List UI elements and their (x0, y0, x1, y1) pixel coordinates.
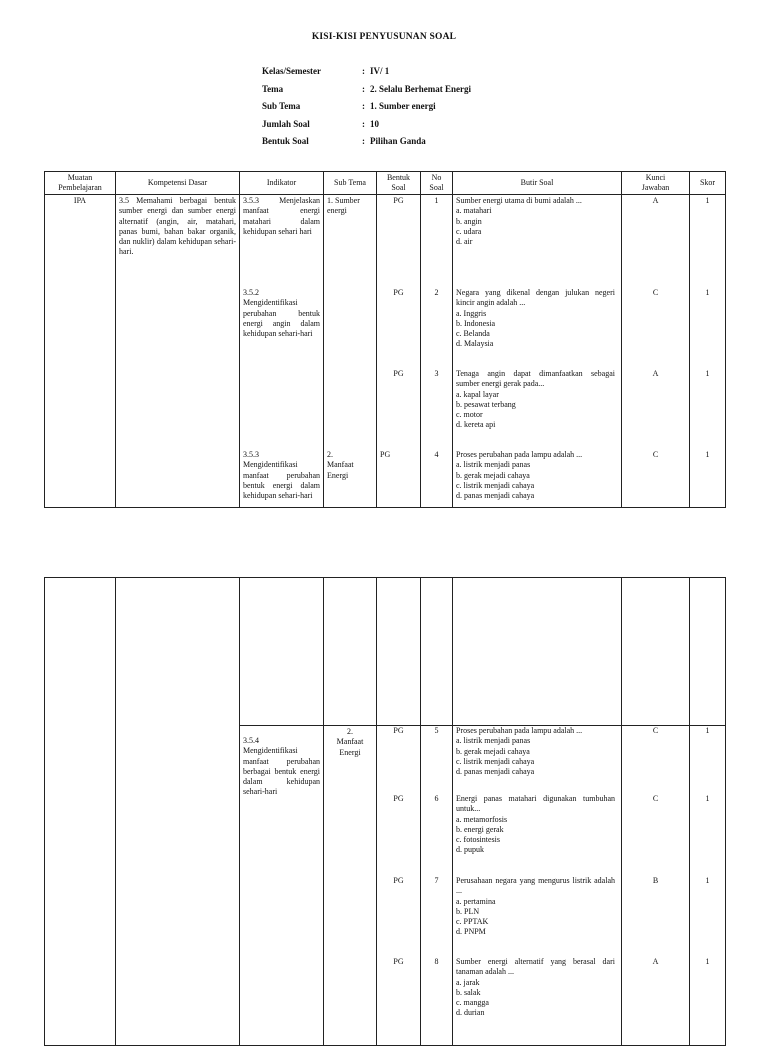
bentuk-soal-value: PG (393, 876, 404, 885)
kunci-jawaban-value: A (652, 957, 659, 966)
header-kunci-jawaban: Kunci Jawaban (622, 172, 690, 195)
header-muatan: Muatan Pembelajaran (45, 172, 116, 195)
butir-soal-item (456, 957, 615, 1019)
meta-label: Tema (262, 83, 284, 94)
meta-colon: : (362, 83, 365, 94)
no-soal-value: 8 (434, 957, 439, 966)
skor-value: 1 (705, 876, 710, 885)
header-bentuk-soal: Bentuk Soal (377, 172, 421, 195)
answer-options: a. jarak b. salak c. mangga d. durian (456, 977, 489, 1018)
no-soal-value: 7 (434, 876, 439, 885)
kompetensi-dasar-cell (116, 578, 240, 1046)
skor-cell (690, 578, 726, 726)
muatan-cell (45, 578, 116, 1046)
no-soal-value: 1 (434, 196, 439, 205)
butir-soal-cell (453, 578, 622, 726)
kunci-jawaban-value: C (652, 288, 659, 297)
question-text: Proses perubahan pada lampu adalah ... (456, 726, 583, 735)
answer-options: a. listrik menjadi panas b. gerak mejadi cahaya c. listrik menjadi cahaya d. panas menjadi cahaya (456, 736, 535, 777)
skor-cell (690, 726, 726, 1046)
butir-soal-item (456, 876, 615, 938)
answer-options: a. pertamina b. PLN c. PPTAK d. PNPM (456, 896, 496, 937)
question-text: Sumber energi utama di bumi adalah ... (456, 196, 582, 205)
kunci-jawaban-value: C (652, 726, 659, 735)
answer-options: a. Inggris b. Indonesia c. Belanda d. Malaysia (456, 308, 496, 349)
no-soal-value: 3 (434, 369, 439, 378)
answer-options: a. matahari b. angin c. udara d. air (456, 206, 492, 247)
kunci-jawaban-value: B (652, 876, 659, 885)
muatan-text: IPA (73, 196, 87, 205)
no-soal-cell (421, 726, 453, 1046)
skor-cell (690, 195, 726, 508)
muatan-cell (45, 195, 116, 508)
kompetensi-dasar-cell (116, 195, 240, 508)
meta-value: 1. Sumber energi (370, 101, 436, 111)
butir-soal-item (456, 794, 615, 856)
skor-value: 1 (705, 726, 710, 735)
sub-tema-text: 2. Manfaat Energi (336, 727, 364, 757)
bentuk-soal-value: PG (380, 450, 391, 459)
no-soal-value: 4 (434, 450, 439, 459)
no-soal-value: 6 (434, 794, 439, 803)
document-title: KISI-KISI PENYUSUNAN SOAL (311, 32, 457, 42)
kunci-jawaban-cell (622, 195, 690, 508)
meta-value: IV/ 1 (370, 66, 390, 76)
indikator-text: 3.5.3 Menjelaskan manfaat energi matahari dalam kehidupan sehari hari (243, 196, 320, 236)
meta-row-bentuk (262, 136, 471, 154)
header-no-soal: No Soal (421, 172, 453, 195)
butir-soal-item (456, 196, 615, 247)
kunci-jawaban-value: C (652, 450, 659, 459)
bentuk-soal-value: PG (393, 369, 404, 378)
bentuk-soal-value: PG (393, 794, 404, 803)
sub-tema-text: 1. Sumber energi (327, 196, 360, 216)
bentuk-soal-cell (377, 195, 421, 508)
indikator-text: 3.5.2 Mengidentifikasi perubahan bentuk energi angin dalam kehidupan sehari-hari (243, 288, 320, 339)
question-text: Energi panas matahari digunakan tumbuhan untuk... (456, 794, 615, 814)
kunci-jawaban-cell (622, 578, 690, 726)
header-butir-soal: Butir Soal (453, 172, 622, 195)
no-soal-cell (421, 195, 453, 508)
meta-label: Sub Tema (262, 101, 301, 111)
meta-row-kelas (262, 66, 471, 84)
meta-value: 2. Selalu Berhemat Energi (370, 83, 471, 94)
question-text: Perusahaan negara yang mengurus listrik adalah ... (456, 876, 615, 896)
question-text: Tenaga angin dapat dimanfaatkan sebagai sumber energi gerak pada... (456, 369, 615, 389)
meta-colon: : (362, 136, 365, 146)
butir-soal-cell (453, 195, 622, 508)
document-meta (262, 66, 471, 154)
meta-label: Jumlah Soal (262, 118, 310, 129)
meta-colon: : (362, 101, 365, 111)
skor-value: 1 (705, 288, 710, 297)
question-text: Negara yang dikenal dengan julukan negeri kincir angin adalah ... (456, 288, 615, 308)
meta-label: Kelas/Semester (262, 66, 321, 76)
header-indikator: Indikator (240, 172, 324, 195)
butir-soal-cell (453, 726, 622, 1046)
question-text: Sumber energi alternatif yang berasal dari tanaman adalah ... (456, 957, 615, 977)
header-sub-tema: Sub Tema (324, 172, 377, 195)
kunci-jawaban-value: A (652, 196, 659, 205)
answer-options: a. kapal layar b. pesawat terbang c. motor d. kereta api (456, 389, 516, 430)
header-kompetensi-dasar: Kompetensi Dasar (116, 172, 240, 195)
butir-soal-item (456, 450, 615, 501)
no-soal-value: 2 (434, 288, 439, 297)
no-soal-value: 5 (434, 726, 439, 735)
bentuk-soal-value: PG (393, 196, 404, 205)
bentuk-soal-value: PG (393, 726, 404, 735)
indikator-text: 3.5.3 Mengidentifikasi manfaat perubahan bentuk energi dalam kehidupan sehari-hari (243, 450, 320, 501)
skor-value: 1 (705, 794, 710, 803)
meta-row-tema (262, 84, 471, 102)
sub-tema-text: 2. Manfaat Energi (327, 450, 354, 480)
kisi-kisi-table-2 (44, 577, 726, 1046)
header-skor: Skor (690, 172, 726, 195)
bentuk-soal-cell (377, 578, 421, 726)
meta-label: Bentuk Soal (262, 136, 309, 146)
kunci-jawaban-cell (622, 726, 690, 1046)
indikator-cell (240, 195, 324, 508)
no-soal-cell (421, 578, 453, 726)
indikator-cell (240, 726, 324, 1046)
meta-value: Pilihan Ganda (370, 136, 426, 146)
meta-row-subtema (262, 101, 471, 119)
bentuk-soal-value: PG (393, 288, 404, 297)
meta-value: 10 (370, 118, 379, 129)
sub-tema-cell (324, 578, 377, 726)
kompetensi-dasar-text: 3.5 Memahami berbagai bentuk sumber energi dan sumber energi alternatif (angin, air, matahari, panas bumi, bahan bakar organik, dan nuklir) dalam kehidupan sehari-hari. (119, 196, 236, 257)
skor-value: 1 (705, 369, 710, 378)
meta-colon: : (362, 118, 365, 129)
skor-value: 1 (705, 450, 710, 459)
sub-tema-cell (324, 726, 377, 1046)
butir-soal-item (456, 726, 615, 777)
kunci-jawaban-value: C (652, 794, 659, 803)
skor-value: 1 (705, 196, 710, 205)
answer-options: a. metamorfosis b. energi gerak c. fotosintesis d. pupuk (456, 814, 508, 855)
question-text: Proses perubahan pada lampu adalah ... (456, 450, 583, 459)
indikator-text: 3.5.4 Mengidentifikasi manfaat perubahan berbagai bentuk energi dalam kehidupan sehari-hari (243, 736, 320, 797)
sub-tema-cell (324, 195, 377, 508)
meta-row-jumlah (262, 119, 471, 137)
skor-value: 1 (705, 957, 710, 966)
bentuk-soal-cell (377, 726, 421, 1046)
bentuk-soal-value: PG (393, 957, 404, 966)
meta-colon: : (362, 66, 365, 76)
kunci-jawaban-value: A (652, 369, 659, 378)
kisi-kisi-table-1 (44, 171, 726, 508)
answer-options: a. listrik menjadi panas b. gerak mejadi cahaya c. listrik menjadi cahaya d. panas menjadi cahaya (456, 460, 535, 501)
butir-soal-item (456, 288, 615, 350)
butir-soal-item (456, 369, 615, 431)
indikator-cell (240, 578, 324, 726)
